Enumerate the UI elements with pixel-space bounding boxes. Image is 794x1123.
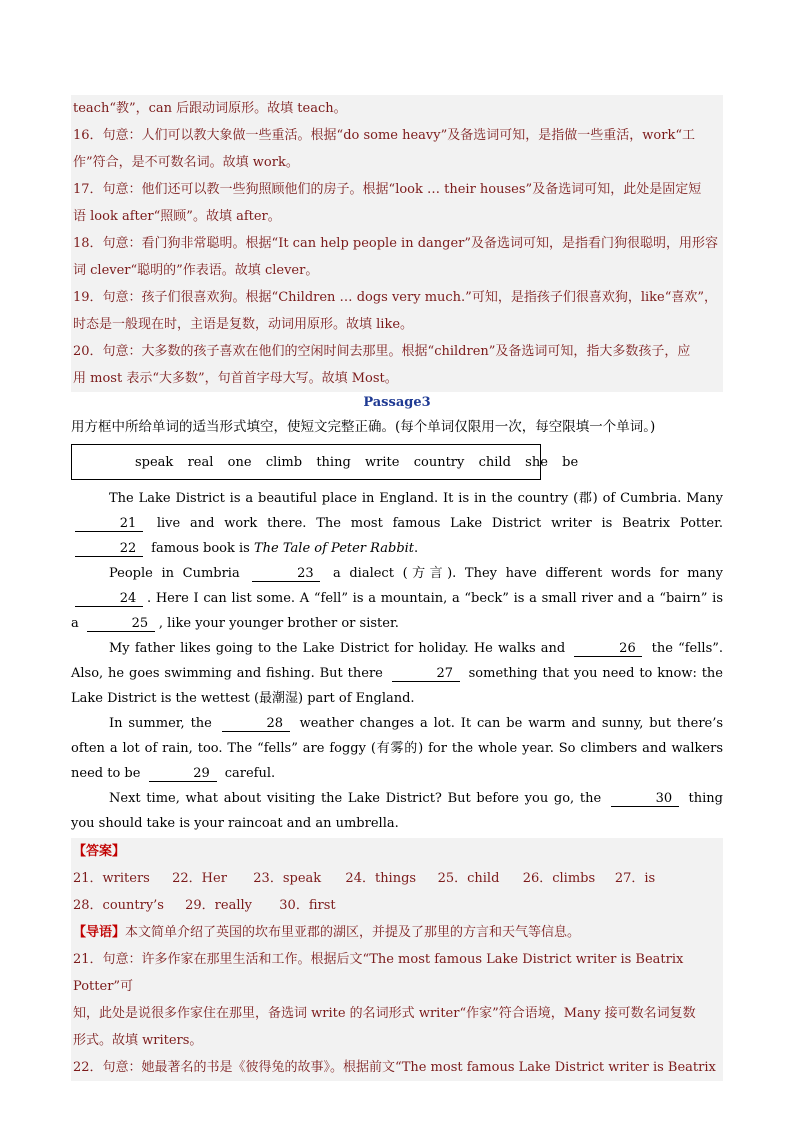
answer-item: 25．child	[437, 871, 500, 886]
explanation-block-top	[71, 95, 723, 392]
answer-item: 23．speak	[253, 871, 322, 886]
explanation-line: 22．句意：她最著名的书是《彼得兔的故事》。根据前文“The most famous Lake District writer is Beatrix	[73, 1060, 716, 1075]
explanation-line: 作”符合，是不可数名词。故填 work。	[73, 155, 299, 170]
passage-title: Passage3	[363, 395, 431, 410]
paragraph-2: People in Cumbria 23 a dialect (方言). They have different words for many 24 . Here I can list some. A “fell” is a mountain, a “beck” is a small river and a “bairn” is a 25 , like your younger brother or sister.	[71, 566, 723, 631]
answer-item: 26．climbs	[522, 871, 596, 886]
book-title: The Tale of Peter Rabbit	[254, 541, 415, 556]
answer-row-2	[73, 892, 721, 919]
instruction-text: 用方框中所给单词的适当形式填空，使短文完整正确。(每个单词仅限用一次，每空限填一个单词。)	[71, 419, 656, 435]
answer-item: 22．Her	[172, 871, 227, 886]
blank-23: 23	[252, 567, 320, 582]
guide-text: 本文简单介绍了英国的坎布里亚郡的湖区，并提及了那里的方言和天气等信息。	[125, 925, 581, 940]
blank-30: 30	[611, 792, 679, 807]
guide-line	[73, 919, 721, 946]
explanation-line: 时态是一般现在时，主语是复数，动词用原形。故填 like。	[73, 317, 414, 332]
paragraph-4: In summer, the 28 weather changes a lot. It can be warm and sunny, but there’s often a lot of rain, too. The “fells” are foggy (有雾的) for the whole year. So climbers and walkers need to be 29 careful.	[71, 716, 724, 781]
document-page	[71, 95, 723, 1081]
explanation-line: 18．句意：看门狗非常聪明。根据“It can help people in danger”及备选词可知，是指看门狗很聪明，用形容	[73, 236, 719, 251]
answer-item: 24．things	[345, 871, 417, 886]
blank-22: 22	[75, 542, 143, 557]
blank-27: 27	[392, 667, 460, 682]
explanation-line: 19．句意：孩子们很喜欢狗。根据“Children … dogs very much.”可知，是指孩子们很喜欢狗，like“喜欢”，	[73, 290, 718, 305]
blank-29: 29	[149, 767, 217, 782]
paragraph-3: My father likes going to the Lake District for holiday. He walks and 26 the “fells”. Also, he goes swimming and fishing. But there 27 something that you need to know: the Lake District is the wettest (最潮湿) part of England.	[71, 641, 724, 706]
word-box-words: speak real one climb thing write country child she be	[135, 454, 579, 470]
explanation-line: 词 clever“聪明的”作表语。故填 clever。	[73, 263, 319, 278]
answer-item: 29．really	[185, 898, 253, 913]
answer-item: 30．first	[279, 898, 336, 913]
explanation-line: 知，此处是说很多作家住在那里，备选词 write 的名词形式 writer“作家”符合语境，Many 接可数名词复数	[73, 1006, 696, 1021]
answer-label: 【答案】	[73, 844, 126, 859]
explanation-line: 用 most 表示“大多数”，句首首字母大写。故填 Most。	[73, 371, 398, 386]
blank-21: 21	[75, 517, 143, 532]
explanation-line: teach“教”，can 后跟动词原形。故填 teach。	[73, 101, 347, 116]
passage-body	[71, 486, 723, 836]
explanation-line: 20．句意：大多数的孩子喜欢在他们的空闲时间去那里。根据“children”及备选词可知，指大多数孩子，应	[73, 344, 691, 359]
explanation-line: 形式。故填 writers。	[73, 1033, 203, 1048]
word-box	[71, 444, 579, 480]
blank-26: 26	[574, 642, 642, 657]
blank-25: 25	[87, 617, 155, 632]
guide-label: 【导语】	[73, 925, 126, 940]
explanation-line: 21．句意：许多作家在那里生活和工作。根据后文“The most famous Lake District writer is Beatrix Potter”可	[73, 952, 684, 994]
explanation-line: 17．句意：他们还可以教一些狗照顾他们的房子。根据“look … their houses”及备选词可知，此处是固定短	[73, 182, 702, 197]
explanation-line: 语 look after“照顾”。故填 after。	[73, 209, 281, 224]
answer-row-1	[73, 865, 721, 892]
answer-item: 21．writers	[73, 871, 150, 886]
answer-item: 28．country’s	[73, 898, 164, 913]
paragraph-1: The Lake District is a beautiful place in England. It is in the country (郡) of Cumbria. Many 21 live and work there. The most famous Lake District writer is Beatrix Potter. 22 famous book is The Tale of Peter Rabbit.	[71, 486, 723, 561]
paragraph-5: Next time, what about visiting the Lake District? But before you go, the 30 thing you should take is your raincoat and an umbrella.	[71, 791, 723, 831]
blank-24: 24	[75, 592, 143, 607]
answer-block	[71, 838, 723, 1081]
answer-item: 27．is	[614, 871, 656, 886]
explanation-line: 16．句意：人们可以教大象做一些重活。根据“do some heavy”及备选词可知，是指做一些重活，work“工	[73, 128, 695, 143]
blank-28: 28	[222, 717, 290, 732]
